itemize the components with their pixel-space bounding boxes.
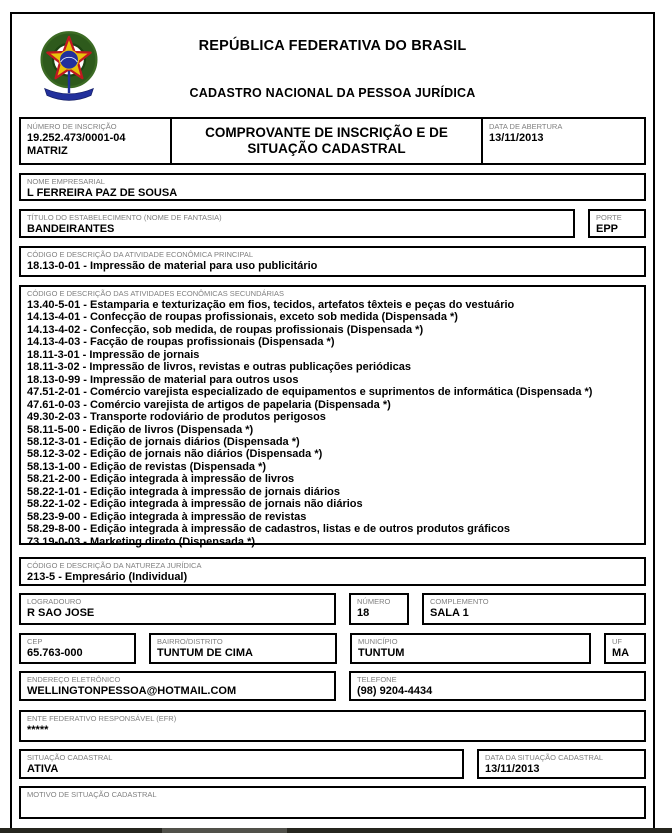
registration-status-value: ATIVA bbox=[27, 763, 59, 775]
republic-title: REPÚBLICA FEDERATIVA DO BRASIL bbox=[198, 38, 467, 54]
secondary-activity-item: 58.21-2-00 - Edição integrada à impressão de livros bbox=[27, 473, 295, 486]
street-number-value: 18 bbox=[357, 607, 370, 619]
state-label: UF bbox=[612, 637, 622, 646]
opening-date-cell bbox=[483, 119, 644, 163]
company-name-value: L FERREIRA PAZ DE SOUSA bbox=[27, 187, 178, 199]
street-label: LOGRADOURO bbox=[27, 597, 82, 606]
secondary-activity-item: 18.13-0-99 - Impressão de material para outros usos bbox=[27, 373, 299, 386]
secondary-activity-item: 58.12-3-02 - Edição de jornais não diários (Dispensada *) bbox=[27, 448, 323, 461]
registration-status-label: SITUAÇÃO CADASTRAL bbox=[27, 753, 113, 762]
trade-name-label: TÍTULO DO ESTABELECIMENTO (NOME DE FANTASIA) bbox=[27, 213, 222, 222]
municipality-value: TUNTUM bbox=[358, 647, 405, 659]
taskbar-edge bbox=[0, 828, 672, 833]
opening-date-value: 13/11/2013 bbox=[489, 132, 544, 144]
identification-strip bbox=[19, 117, 646, 165]
secondary-activity-item: 47.51-2-01 - Comércio varejista especializado de equipamentos e suprimentos de informática (Dispensada *) bbox=[27, 386, 593, 399]
zip-code-value: 65.763-000 bbox=[27, 647, 83, 659]
email-label: ENDEREÇO ELETRÔNICO bbox=[27, 675, 121, 684]
zip-code-field bbox=[19, 633, 136, 664]
cnpj-document-page bbox=[10, 12, 655, 832]
secondary-activity-item: 49.30-2-03 - Transporte rodoviário de produtos perigosos bbox=[27, 411, 326, 424]
status-reason-label: MOTIVO DE SITUAÇÃO CADASTRAL bbox=[27, 790, 157, 799]
taskbar-thumb[interactable] bbox=[162, 828, 287, 833]
district-value: TUNTUM DE CIMA bbox=[157, 647, 253, 659]
status-reason-field bbox=[19, 786, 646, 819]
city-row bbox=[19, 633, 646, 664]
secondary-activity-item: 14.13-4-03 - Facção de roupas profissionais (Dispensada *) bbox=[27, 336, 335, 349]
secondary-activity-item: 58.29-8-00 - Edição integrada à impressão de cadastros, listas e de outros produtos gráficos bbox=[27, 523, 510, 536]
company-name-field bbox=[19, 173, 646, 201]
secondary-activity-item: 58.12-3-01 - Edição de jornais diários (Dispensada *) bbox=[27, 435, 300, 448]
state-value: MA bbox=[612, 647, 630, 659]
company-size-label: PORTE bbox=[596, 213, 622, 222]
secondary-activity-item: 18.11-3-01 - Impressão de jornais bbox=[27, 348, 200, 361]
trade-name-value: BANDEIRANTES bbox=[27, 223, 115, 235]
secondary-activity-item: 58.23-9-00 - Edição integrada à impressão de revistas bbox=[27, 510, 307, 523]
main-activity-value: 18.13-0-01 - Impressão de material para uso publicitário bbox=[27, 260, 318, 272]
zip-code-label: CEP bbox=[27, 637, 43, 646]
secondary-activity-item: 58.11-5-00 - Edição de livros (Dispensada *) bbox=[27, 423, 254, 436]
company-name-label: NOME EMPRESARIAL bbox=[27, 177, 105, 186]
municipality-label: MUNICÍPIO bbox=[358, 637, 398, 646]
email-field bbox=[19, 671, 336, 701]
secondary-activity-item: 13.40-5-01 - Estamparia e texturização em fios, tecidos, artefatos têxteis e peças do vestuário bbox=[27, 299, 515, 311]
state-field bbox=[604, 633, 646, 664]
opening-date-label: DATA DE ABERTURA bbox=[489, 122, 563, 131]
secondary-activity-item: 14.13-4-02 - Confecção, sob medida, de roupas profissionais (Dispensada *) bbox=[27, 323, 424, 336]
document-header bbox=[19, 14, 646, 117]
address-complement-label: COMPLEMENTO bbox=[430, 597, 489, 606]
status-date-label: DATA DA SITUAÇÃO CADASTRAL bbox=[485, 753, 604, 762]
address-complement-value: SALA 1 bbox=[430, 607, 469, 619]
status-row bbox=[19, 749, 646, 779]
inscription-number-label: NÚMERO DE INSCRIÇÃO bbox=[27, 122, 117, 131]
company-size-value: EPP bbox=[596, 223, 619, 235]
email-value: WELLINGTONPESSOA@HOTMAIL.COM bbox=[27, 685, 237, 697]
street-number-field bbox=[349, 593, 409, 625]
phone-field bbox=[349, 671, 646, 701]
inscription-type-value: MATRIZ bbox=[27, 145, 68, 157]
legal-nature-label: CÓDIGO E DESCRIÇÃO DA NATUREZA JURÍDICA bbox=[27, 561, 202, 570]
registration-status-field bbox=[19, 749, 464, 779]
street-field bbox=[19, 593, 336, 625]
phone-label: TELEFONE bbox=[357, 675, 397, 684]
cnpj-title: CADASTRO NACIONAL DA PESSOA JURÍDICA bbox=[189, 86, 476, 100]
secondary-activity-item: 58.13-1-00 - Edição de revistas (Dispensada *) bbox=[27, 460, 267, 473]
company-size-field bbox=[588, 209, 646, 238]
trade-name-field bbox=[19, 209, 575, 238]
contact-row bbox=[19, 671, 646, 701]
secondary-activities-label: CÓDIGO E DESCRIÇÃO DAS ATIVIDADES ECONÔMICAS SECUNDÁRIAS bbox=[27, 289, 284, 298]
status-date-field bbox=[477, 749, 646, 779]
street-value: R SAO JOSE bbox=[27, 607, 95, 619]
document-title: COMPROVANTE DE INSCRIÇÃO E DE SITUAÇÃO CADASTRAL bbox=[170, 119, 483, 163]
secondary-activity-item: 18.11-3-02 - Impressão de livros, revistas e outras publicações periódicas bbox=[27, 361, 411, 374]
inscription-number-cell bbox=[21, 119, 170, 163]
secondary-activity-item: 47.61-0-03 - Comércio varejista de artigos de papelaria (Dispensada *) bbox=[27, 398, 391, 411]
secondary-activity-item: 14.13-4-01 - Confecção de roupas profissionais, exceto sob medida (Dispensada *) bbox=[27, 311, 458, 324]
federative-entity-field bbox=[19, 710, 646, 742]
legal-nature-field bbox=[19, 557, 646, 586]
main-activity-label: CÓDIGO E DESCRIÇÃO DA ATIVIDADE ECONÔMICA PRINCIPAL bbox=[27, 250, 254, 259]
phone-value: (98) 9204-4434 bbox=[357, 685, 433, 697]
secondary-activities-field bbox=[19, 285, 646, 548]
address-row bbox=[19, 593, 646, 625]
secondary-activity-item: 73.19-0-03 - Marketing direto (Dispensada *) bbox=[27, 535, 256, 548]
district-label: BAIRRO/DISTRITO bbox=[157, 637, 223, 646]
inscription-number-value: 19.252.473/0001-04 bbox=[27, 132, 126, 144]
street-number-label: NÚMERO bbox=[357, 597, 391, 606]
secondary-activity-item: 58.22-1-02 - Edição integrada à impressão de jornais não diários bbox=[27, 498, 363, 511]
legal-nature-value: 213-5 - Empresário (Individual) bbox=[27, 571, 188, 583]
main-activity-field bbox=[19, 246, 646, 277]
status-date-value: 13/11/2013 bbox=[485, 763, 540, 775]
district-field bbox=[149, 633, 337, 664]
federative-entity-label: ENTE FEDERATIVO RESPONSÁVEL (EFR) bbox=[27, 714, 177, 723]
secondary-activity-item: 58.22-1-01 - Edição integrada à impressão de jornais diários bbox=[27, 485, 341, 498]
municipality-field bbox=[350, 633, 591, 664]
federative-entity-value: ***** bbox=[27, 724, 49, 736]
trade-name-row bbox=[19, 209, 646, 238]
address-complement-field bbox=[422, 593, 646, 625]
